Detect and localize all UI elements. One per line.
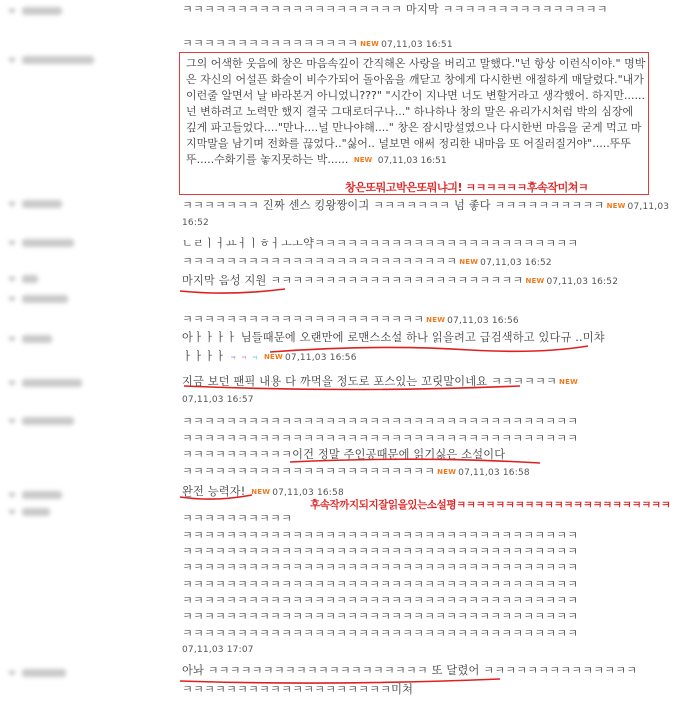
new-badge: NEW (559, 378, 578, 386)
username[interactable] (8, 376, 82, 390)
comment-text: ㅋㅋㅋㅋㅋㅋㅋㅋㅋㅋㅋㅋㅋㅋㅋㅋㅋㅋㅋ미쳐 (182, 683, 414, 696)
new-badge: NEW (353, 156, 373, 164)
comment-text (258, 350, 262, 363)
emoticon: ㅋ (251, 354, 259, 362)
comment-text: ㅋㅋㅋㅋㅋㅋㅋㅋㅋㅋㅋㅋㅋㅋㅋㅋㅋㅋㅋㅋㅋㅋㅋㅋㅋ (182, 255, 458, 268)
comment-text: ㅋㅋㅋㅋㅋㅋㅋㅋㅋㅋㅋㅋㅋㅋㅋㅋㅋㅋㅋㅋㅋㅋㅋㅋㅋㅋㅋㅋㅋㅋㅋㅋㅋㅋㅋㅋ (182, 578, 579, 591)
new-badge: NEW (426, 316, 446, 324)
username[interactable] (8, 505, 50, 519)
comment-line (182, 448, 505, 462)
username[interactable] (8, 292, 68, 306)
username[interactable] (8, 197, 62, 211)
comment-text: ㅋㅋㅋㅋㅋㅋㅋㅋㅋㅋㅋㅋㅋㅋㅋㅋㅋㅋㅋㅋㅋㅋ (182, 313, 425, 326)
timestamp: 07,11,03 16:58 (458, 468, 530, 478)
timestamp: 07,11,03 16:58 (272, 488, 344, 498)
comment-line (182, 237, 578, 251)
username[interactable] (8, 272, 38, 286)
comment-text: ㅋㅋㅋㅋㅋㅋㅋㅋㅋㅋㅋㅋㅋㅋㅋㅋㅋㅋㅋㅋㅋㅋㅋㅋㅋㅋㅋㅋㅋㅋㅋㅋㅋㅋㅋㅋ (182, 561, 579, 574)
new-badge: NEW (525, 277, 545, 285)
comment-text: 아ㅏㅏㅏㅏ 님들때문에 오랜만에 로맨스소설 하나 읽을려고 급검색하고 있다규 ..미챠 (182, 331, 605, 344)
comment-line (182, 255, 552, 270)
comment-text: 마지막 음성 지원 ㅋㅋㅋㅋㅋㅋㅋㅋㅋㅋㅋㅋㅋㅋㅋㅋㅋㅋㅋㅋㅋㅋㅋ (182, 274, 524, 287)
username[interactable] (8, 666, 66, 680)
comment-text: 지금 보던 팬픽 내용 다 까먹을 정도로 포스있는 꼬릿말이네요 ㅋㅋㅋㅋㅋㅋ (182, 375, 558, 388)
comment-text: ㅋㅋㅋㅋㅋㅋㅋㅋㅋㅋㅋㅋㅋㅋㅋㅋㅋㅋㅋㅋㅋㅋㅋㅋㅋㅋㅋㅋㅋㅋㅋㅋㅋㅋㅋㅋ (182, 610, 579, 623)
comment-line (182, 392, 254, 407)
comment-text: ㅋㅋㅋㅋㅋㅋㅋㅋㅋㅋㅋㅋㅋㅋㅋㅋㅋㅋㅋㅋㅋㅋㅋㅋㅋㅋㅋㅋㅋㅋㅋㅋㅋㅋㅋㅋ (182, 594, 579, 607)
comment-line (182, 331, 605, 345)
comment-line (182, 350, 357, 365)
comment-text: ㅋㅋㅋㅋㅋㅋㅋㅋㅋㅋㅋㅋㅋㅋㅋㅋㅋㅋㅋㅋㅋㅋㅋㅋㅋㅋㅋㅋㅋㅋㅋㅋㅋㅋㅋㅋ (182, 545, 579, 558)
new-badge: NEW (437, 468, 457, 476)
handwritten-annotation: 후속작까지되지잘읽을있는소설평ㅋㅋㅋㅋㅋㅋㅋㅋㅋㅋㅋㅋㅋㅋㅋㅋㅋㅋㅋㅋㅋㅋ (310, 499, 671, 511)
comment-line (182, 610, 578, 624)
timestamp: 07,11,03 16:52 (480, 258, 552, 268)
comment-line (182, 627, 578, 641)
comment-line (182, 664, 637, 678)
timestamp: 07,11,03 16:52 (546, 277, 619, 287)
username[interactable] (8, 332, 52, 346)
comment-text: 아놔 ㅋㅋㅋㅋㅋㅋㅋㅋㅋㅋㅋㅋㅋㅋㅋㅋㅋㅋㅋㅋ 또 달렸어 ㅋㅋㅋㅋㅋㅋㅋㅋㅋㅋㅋㅋㅋㅋ (182, 664, 638, 677)
username[interactable] (8, 488, 62, 502)
emoticon: ㅋ (229, 354, 237, 362)
usernames-column (0, 0, 170, 701)
comment-line (182, 545, 578, 559)
comment-text: ㅋㅋㅋㅋㅋㅋㅋㅋㅋㅋㅋㅋㅋㅋㅋㅋㅋㅋㅋㅋㅋㅋㅋㅋㅋㅋㅋㅋㅋㅋㅋㅋㅋㅋㅋㅋ (182, 627, 579, 640)
comment-line (182, 432, 578, 446)
comment-text: ㅋㅋㅋㅋㅋㅋㅋㅋㅋㅋㅋㅋㅋㅋㅋㅋㅋㅋㅋㅋㅋㅋㅋㅋㅋㅋㅋㅋㅋㅋㅋㅋㅋㅋㅋㅋ (182, 529, 579, 542)
new-badge: NEW (264, 353, 283, 361)
comment-line (182, 274, 618, 289)
timestamp: 07,11,03 16:56 (284, 353, 357, 363)
comment-line (182, 485, 344, 500)
comment-line (182, 512, 292, 526)
new-badge: NEW (606, 202, 626, 210)
username[interactable] (8, 53, 94, 67)
comment-line (182, 415, 578, 429)
comment-text: ㅋㅋㅋㅋㅋㅋㅋ 진짜 센스 킹왕짱이긔 ㅋㅋㅋㅋㅋㅋㅋ 넘 좋다 ㅋㅋㅋㅋㅋㅋㅋㅋㅋㅋ (182, 199, 605, 212)
timestamp: 07,11,03 16:51 (377, 156, 447, 166)
comment-line (182, 642, 254, 657)
username[interactable] (8, 414, 74, 428)
comment-line (182, 199, 669, 214)
comment-text: ㅋㅋㅋㅋㅋㅋㅋㅋㅋㅋ (182, 512, 293, 525)
new-badge: NEW (251, 488, 271, 496)
username[interactable] (8, 4, 62, 18)
comment-line (182, 215, 209, 230)
comment-text: ㅋㅋㅋㅋㅋㅋㅋㅋㅋㅋㅋㅋㅋㅋㅋㅋㅋㅋㅋㅋ 마지막 ㅋㅋㅋㅋㅋㅋㅋㅋㅋㅋㅋㅋㅋㅋㅋ (182, 3, 608, 16)
timestamp: 07,11,03 16:56 (447, 316, 519, 326)
quoted-comment (186, 56, 646, 169)
username[interactable] (8, 236, 74, 250)
timestamp: 07,11,03 16:51 (381, 40, 453, 50)
comment-line (182, 313, 519, 328)
comment-text: ㅋㅋㅋㅋㅋㅋㅋㅋㅋㅋㅋㅋㅋㅋㅋㅋㅋㅋㅋㅋㅋㅋㅋㅋㅋㅋㅋㅋㅋㅋㅋㅋㅋㅋㅋㅋ (182, 415, 579, 428)
comment-line (182, 529, 578, 543)
quote-text: 그의 어색한 웃음에 창은 마음속깊이 간직해온 사랑을 버리고 말했다."넌 항상 이런식이야." 명박은 자신의 어설픈 화술이 비수가되어 돌아옴을 깨닫고 창에게 다시한번 애절하게 매달렸다."내가 이런줄 알면서 날 바라본거 아니었니???" "시간이 지나면 너도 변할거라고 생각했어. 하지만......넌 변하려고 노력만 했지 결국 그대로더구나..." 하나하나 창의 말은 유리가시처럼 박의 심장에 깊게 파고들었다...."만나....널 만나야해...." 창은 잠시망설였으나 다시한번 마음을 굳게 먹고 마지막말을 남기며 전화를 끊었다.."싫어.. 널보면 애써 정리한 내마음 또 어질러질거야".....뚜뚜뚜.....수화기를 놓지못하는 박...... (186, 57, 646, 166)
new-badge: NEW (360, 40, 380, 48)
comment-line (182, 37, 453, 52)
comment-text: 완전 능력자! (182, 485, 250, 498)
new-badge: NEW (459, 258, 479, 266)
comment-line (182, 578, 578, 592)
timestamp: 16:52 (182, 218, 209, 228)
comment-text: ㄴㄹㅣㅓㅛㅓㅣㅎㅓㅗㅗ약ㅋㅋㅋㅋㅋㅋㅋㅋㅋㅋㅋㅋㅋㅋㅋㅋㅋㅋㅋㅋㅋㅋㅋㅋ (182, 237, 579, 250)
timestamp: 07,11,03 (627, 202, 670, 212)
comment-text: ㅋㅋㅋㅋㅋㅋㅋㅋㅋㅋㅋㅋㅋㅋㅋㅋㅋㅋㅋㅋㅋㅋㅋ (182, 465, 436, 478)
comment-line (182, 3, 608, 17)
comment-text: ㅋㅋㅋㅋㅋㅋㅋㅋㅋㅋㅋㅋㅋㅋㅋㅋ (182, 37, 359, 50)
timestamp: 07,11,03 16:57 (182, 395, 254, 405)
comment-text: ㅋㅋㅋㅋㅋㅋㅋㅋㅋㅋㅋㅋㅋㅋㅋㅋㅋㅋㅋㅋㅋㅋㅋㅋㅋㅋㅋㅋㅋㅋㅋㅋㅋㅋㅋㅋ (182, 432, 579, 445)
handwritten-annotation: 창은또뭐고박은또뭐냐긔! ㅋㅋㅋㅋㅋㅋ후속작미쳐ㅋ (345, 181, 589, 194)
comment-line (182, 465, 530, 480)
comment-line (182, 375, 580, 389)
comment-text: ㅏㅏㅏㅏ (182, 350, 230, 363)
comment-text: ㅋㅋㅋㅋㅋㅋㅋㅋㅋㅋ이건 정말 주인공때문에 읽기싫은 소설이다 (182, 448, 506, 461)
comment-line (182, 594, 578, 608)
timestamp: 07,11,03 17:07 (182, 645, 254, 655)
emoticon: ㅋ (240, 354, 248, 362)
comment-line (182, 683, 413, 697)
comment-line (182, 561, 578, 575)
